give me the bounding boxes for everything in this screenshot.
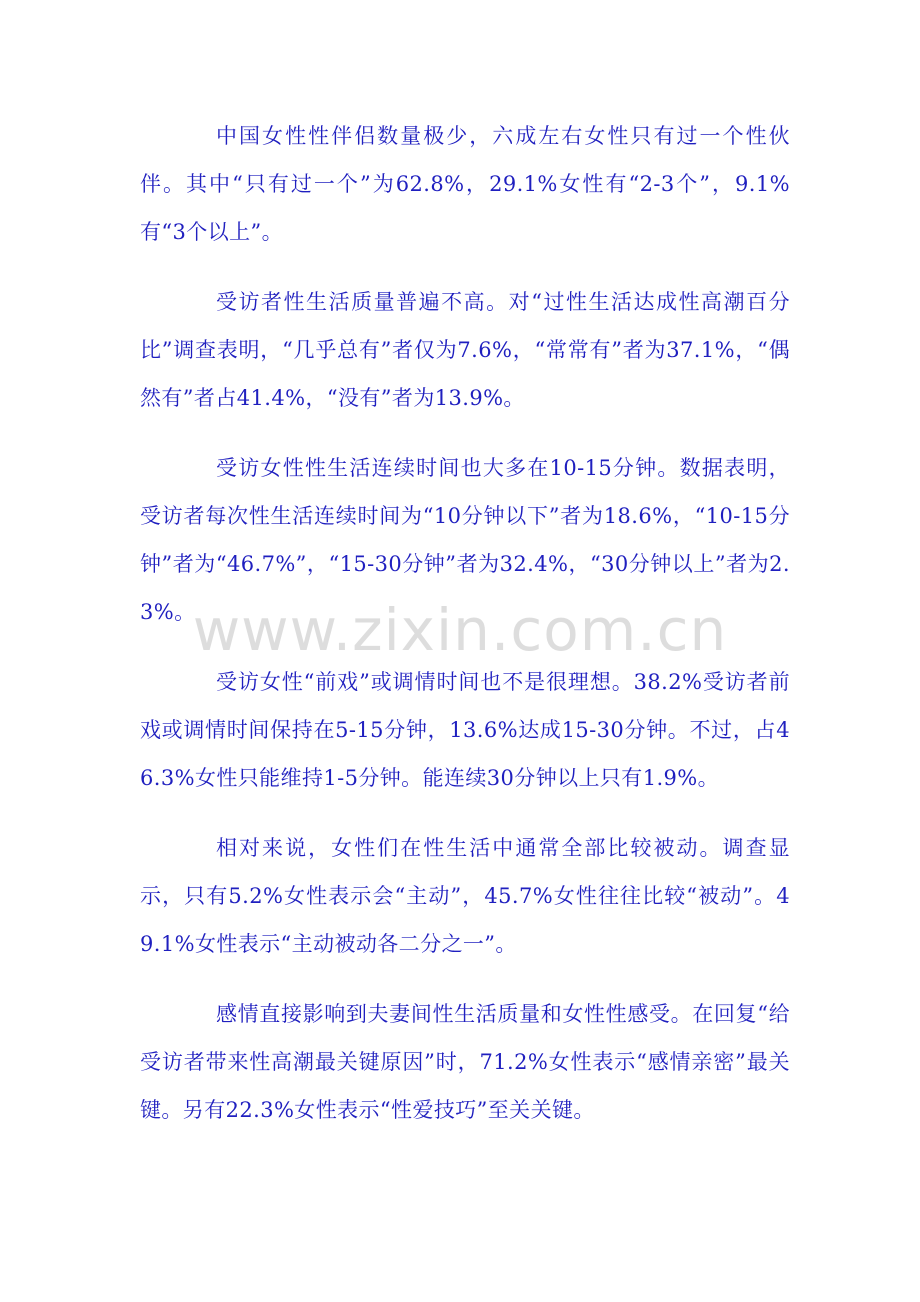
paragraph-initiative: 相对来说，女性们在性生活中通常全部比较被动。调查显示，只有5.2%女性表示会“主动”，45.7%女性往往比较“被动”。49.1%女性表示“主动被动各二分之一”。 xyxy=(140,836,790,956)
document-body xyxy=(140,112,790,1156)
site-watermark: www.zixin.com.cn xyxy=(192,596,728,664)
paragraph-emotion: 感情直接影响到夫妻间性生活质量和女性性感受。在回复“给受访者带来性高潮最关键原因”时，71.2%女性表示“感情亲密”最关键。另有22.3%女性表示“性爱技巧”至关关键。 xyxy=(140,1002,790,1122)
paragraph-partner-count: 中国女性性伴侣数量极少，六成左右女性只有过一个性伙伴。其中“只有过一个”为62.8%，29.1%女性有“2-3个”，9.1%有“3个以上”。 xyxy=(140,124,790,244)
paragraph-orgasm-frequency: 受访者性生活质量普遍不高。对“过性生活达成性高潮百分比”调查表明，“几乎总有”者仅为7.6%，“常常有”者为37.1%，“偶然有”者占41.4%，“没有”者为13.9%。 xyxy=(140,290,790,410)
paragraph-duration: 受访女性性生活连续时间也大多在10-15分钟。数据表明，受访者每次性生活连续时间为“10分钟以下”者为18.6%，“10-15分钟”者为“46.7%”，“15-30分钟”者为32.4%，“30分钟以上”者为2.3%。 xyxy=(140,456,790,624)
paragraph-foreplay: 受访女性“前戏”或调情时间也不是很理想。38.2%受访者前戏或调情时间保持在5-15分钟，13.6%达成15-30分钟。不过，占46.3%女性只能维持1-5分钟。能连续30分钟以上只有1.9%。 xyxy=(140,670,790,790)
